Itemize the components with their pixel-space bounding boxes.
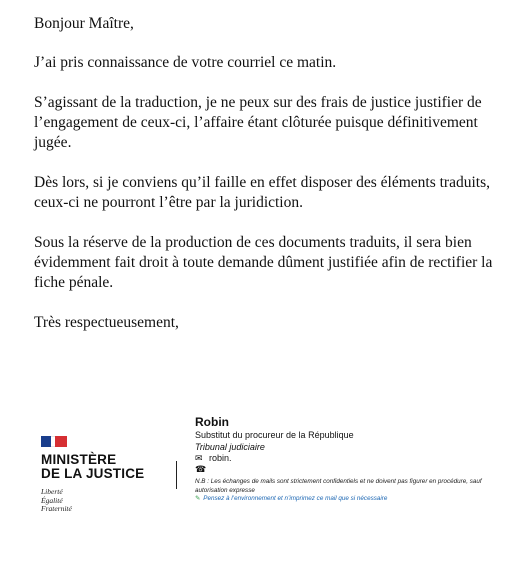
sender-phone-row (195, 464, 515, 475)
republic-motto: Liberté Égalité Fraternité (41, 487, 72, 513)
sender-email[interactable]: robin. (209, 453, 232, 463)
french-flag-icon (41, 435, 171, 447)
phone-icon: ☎ (195, 464, 207, 474)
sender-name: Robin (195, 415, 229, 429)
email-signature (0, 415, 525, 535)
email-paragraph: Dès lors, si je conviens qu’il faille en effet disposer des éléments traduits, ceux-ci ne pourront l’être par la juridiction. (34, 174, 490, 211)
email-paragraph: J’ai pris connaissance de votre courriel ce matin. (34, 54, 337, 71)
sender-email-row (195, 453, 515, 464)
signature-separator (176, 461, 177, 489)
email-paragraph: S’agissant de la traduction, je ne peux sur des frais de justice justifier de l’engagement de ceux-ci, l’affaire étant clôturée puisque définitivement jugée. (34, 94, 482, 151)
sender-court: Tribunal judiciaire (195, 442, 265, 452)
environment-notice: ✎ Pensez à l’environnement et n’imprimez ce mail que si nécessaire (195, 495, 388, 502)
confidentiality-notice: N.B : Les échanges de mails sont strictement confidentiels et ne doivent pas figurer en procédure, sauf autorisation expresse (195, 478, 482, 494)
signature-contact (195, 415, 515, 504)
email-greeting: Bonjour Maître, (34, 15, 134, 32)
envelope-icon: ✉ (195, 453, 203, 463)
ministry-logo (41, 435, 171, 514)
email-closing: Très respectueusement, (34, 314, 179, 331)
leaf-icon: ✎ (195, 495, 201, 502)
ministry-name: MINISTÈRE DE LA JUSTICE (41, 452, 145, 481)
sender-title: Substitut du procureur de la République (195, 430, 354, 440)
email-paragraph: Sous la réserve de la production de ces documents traduits, il sera bien évidemment fait droit à toute demande dûment justifiée afin de rectifier la fiche pénale. (34, 234, 493, 291)
email-body (34, 14, 504, 353)
